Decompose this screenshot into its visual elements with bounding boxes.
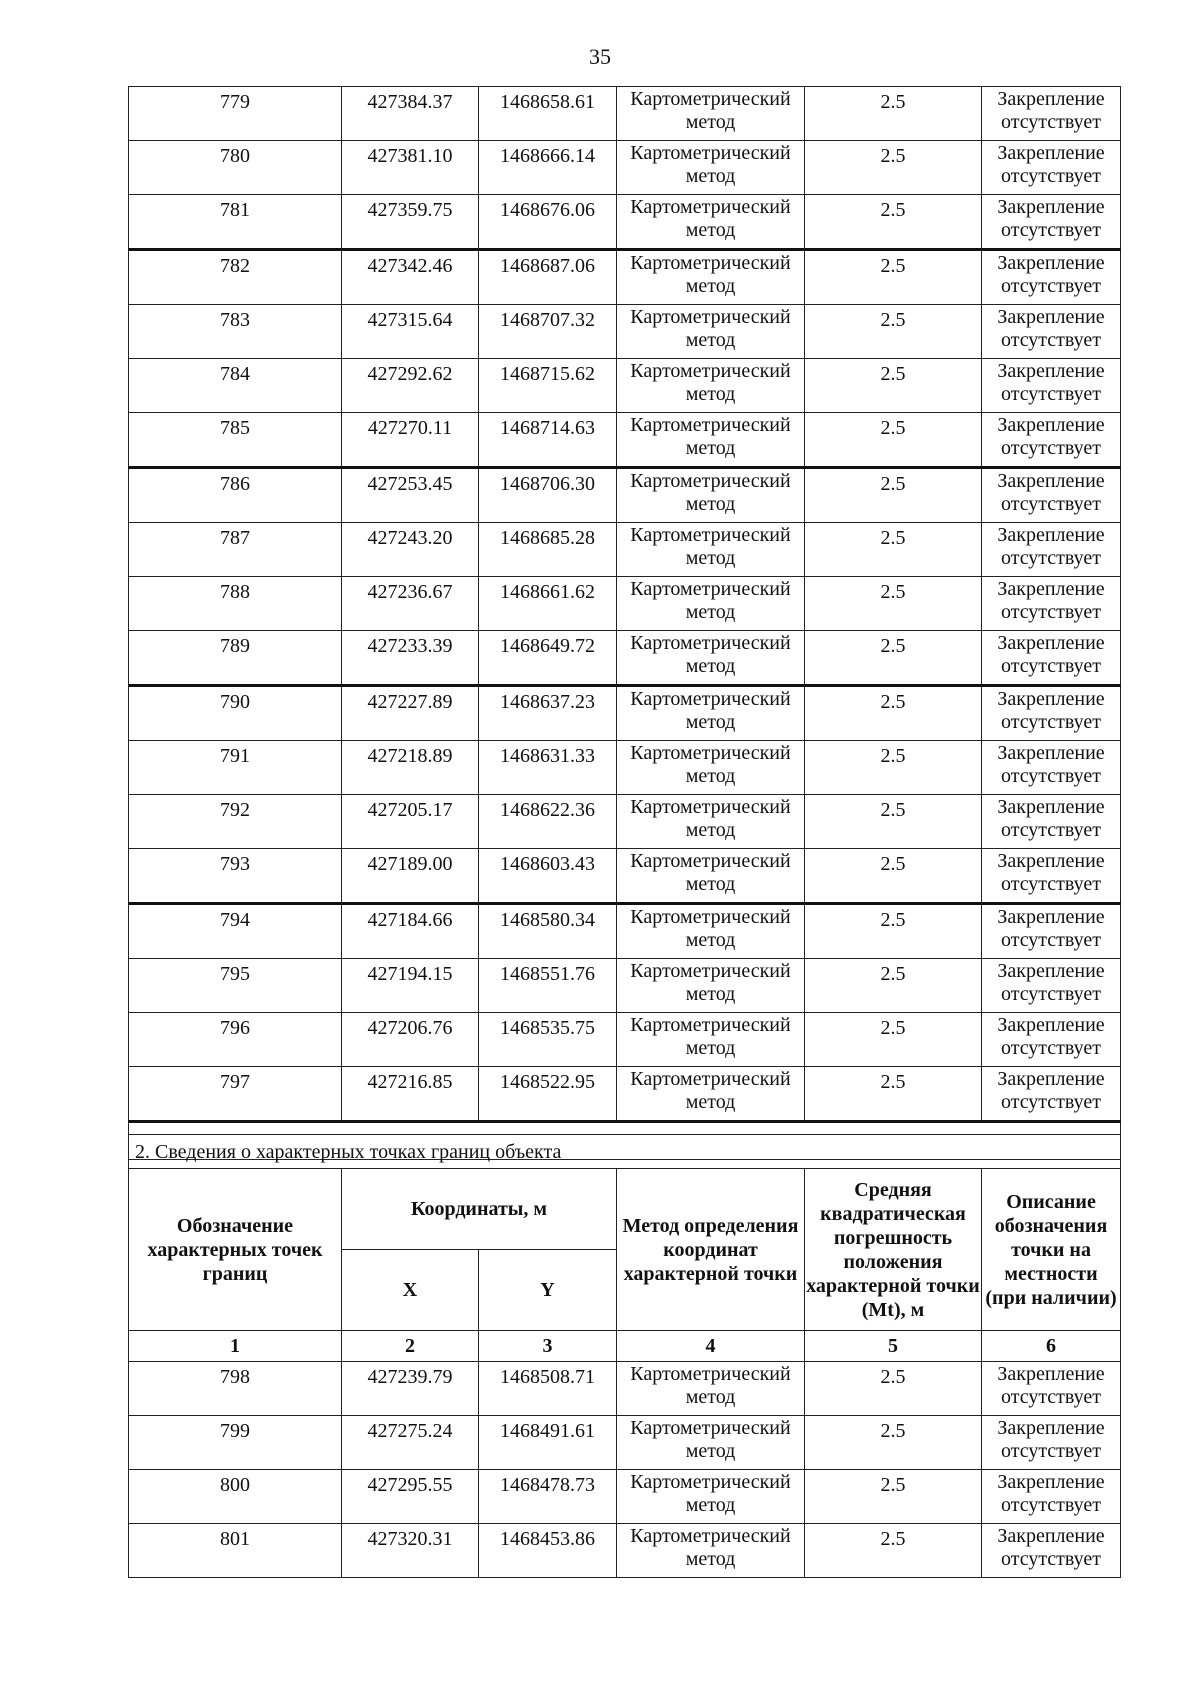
x-coordinate-cell: 427189.00 [342,849,479,904]
table-row [129,195,1121,250]
error-mt-cell: 2.5 [805,741,982,795]
table-row [129,1416,1121,1470]
point-id-cell: 795 [129,959,342,1013]
table-row [129,1067,1121,1122]
point-id-cell: 785 [129,413,342,468]
error-mt-cell: 2.5 [805,1013,982,1067]
method-cell: Картометрический метод [617,305,805,359]
table-row [129,1470,1121,1524]
description-cell: Закрепление отсутствует [982,141,1121,195]
point-id-cell: 797 [129,1067,342,1122]
method-cell: Картометрический метод [617,795,805,849]
header-point: Обозначение характерных точек границ [129,1169,342,1331]
error-mt-cell: 2.5 [805,904,982,959]
y-coordinate-cell: 1468491.61 [479,1416,617,1470]
description-cell: Закрепление отсутствует [982,1013,1121,1067]
point-id-cell: 796 [129,1013,342,1067]
col-number: 1 [129,1331,342,1362]
x-coordinate-cell: 427381.10 [342,141,479,195]
table-row [129,250,1121,305]
table-row [129,305,1121,359]
y-coordinate-cell: 1468707.32 [479,305,617,359]
table-row [129,849,1121,904]
method-cell: Картометрический метод [617,413,805,468]
table-row [129,795,1121,849]
description-cell: Закрепление отсутствует [982,904,1121,959]
table-row [129,1013,1121,1067]
error-mt-cell: 2.5 [805,250,982,305]
description-cell: Закрепление отсутствует [982,87,1121,141]
error-mt-cell: 2.5 [805,795,982,849]
x-coordinate-cell: 427292.62 [342,359,479,413]
point-id-cell: 781 [129,195,342,250]
y-coordinate-cell: 1468649.72 [479,631,617,686]
method-cell: Картометрический метод [617,1013,805,1067]
error-mt-cell: 2.5 [805,1067,982,1122]
x-coordinate-cell: 427295.55 [342,1470,479,1524]
point-id-cell: 799 [129,1416,342,1470]
point-id-cell: 786 [129,468,342,523]
table-row [129,523,1121,577]
col-number: 3 [479,1331,617,1362]
point-id-cell: 789 [129,631,342,686]
header-coords: Координаты, м [342,1169,617,1250]
method-cell: Картометрический метод [617,250,805,305]
point-id-cell: 791 [129,741,342,795]
y-coordinate-cell: 1468715.62 [479,359,617,413]
method-cell: Картометрический метод [617,904,805,959]
error-mt-cell: 2.5 [805,1362,982,1416]
x-coordinate-cell: 427194.15 [342,959,479,1013]
table-row [129,1362,1121,1416]
point-id-cell: 801 [129,1524,342,1578]
method-cell: Картометрический метод [617,195,805,250]
point-id-cell: 788 [129,577,342,631]
y-coordinate-cell: 1468685.28 [479,523,617,577]
error-mt-cell: 2.5 [805,631,982,686]
description-cell: Закрепление отсутствует [982,359,1121,413]
method-cell: Картометрический метод [617,1524,805,1578]
table-row [129,468,1121,523]
y-coordinate-cell: 1468706.30 [479,468,617,523]
x-coordinate-cell: 427205.17 [342,795,479,849]
point-id-cell: 782 [129,250,342,305]
error-mt-cell: 2.5 [805,468,982,523]
point-id-cell: 780 [129,141,342,195]
error-mt-cell: 2.5 [805,359,982,413]
y-coordinate-cell: 1468508.71 [479,1362,617,1416]
x-coordinate-cell: 427315.64 [342,305,479,359]
description-cell: Закрепление отсутствует [982,1067,1121,1122]
error-mt-cell: 2.5 [805,87,982,141]
y-coordinate-cell: 1468580.34 [479,904,617,959]
y-coordinate-cell: 1468637.23 [479,686,617,741]
x-coordinate-cell: 427236.67 [342,577,479,631]
x-coordinate-cell: 427342.46 [342,250,479,305]
method-cell: Картометрический метод [617,1067,805,1122]
table-row [129,359,1121,413]
description-cell: Закрепление отсутствует [982,250,1121,305]
error-mt-cell: 2.5 [805,1524,982,1578]
method-cell: Картометрический метод [617,577,805,631]
method-cell: Картометрический метод [617,468,805,523]
y-coordinate-cell: 1468603.43 [479,849,617,904]
method-cell: Картометрический метод [617,741,805,795]
x-coordinate-cell: 427384.37 [342,87,479,141]
header-desc: Описание обозначения точки на местности (при наличии) [982,1169,1121,1331]
point-id-cell: 790 [129,686,342,741]
table-row [129,141,1121,195]
column-numbers-row [129,1331,1121,1362]
x-coordinate-cell: 427184.66 [342,904,479,959]
col-number: 2 [342,1331,479,1362]
method-cell: Картометрический метод [617,359,805,413]
x-coordinate-cell: 427233.39 [342,631,479,686]
description-cell: Закрепление отсутствует [982,413,1121,468]
header-y: Y [479,1250,617,1331]
table-row [129,413,1121,468]
method-cell: Картометрический метод [617,849,805,904]
point-id-cell: 792 [129,795,342,849]
table-row [129,1524,1121,1578]
description-cell: Закрепление отсутствует [982,1470,1121,1524]
point-id-cell: 794 [129,904,342,959]
description-cell: Закрепление отсутствует [982,305,1121,359]
description-cell: Закрепление отсутствует [982,849,1121,904]
error-mt-cell: 2.5 [805,577,982,631]
header-x: X [342,1250,479,1331]
method-cell: Картометрический метод [617,1470,805,1524]
error-mt-cell: 2.5 [805,523,982,577]
x-coordinate-cell: 427216.85 [342,1067,479,1122]
y-coordinate-cell: 1468478.73 [479,1470,617,1524]
header-method: Метод определения координат характерной точки [617,1169,805,1331]
table-row [129,686,1121,741]
table-row [129,87,1121,141]
col-number: 4 [617,1331,805,1362]
y-coordinate-cell: 1468551.76 [479,959,617,1013]
description-cell: Закрепление отсутствует [982,959,1121,1013]
description-cell: Закрепление отсутствует [982,1362,1121,1416]
error-mt-cell: 2.5 [805,141,982,195]
y-coordinate-cell: 1468535.75 [479,1013,617,1067]
description-cell: Закрепление отсутствует [982,741,1121,795]
col-number: 5 [805,1331,982,1362]
y-coordinate-cell: 1468631.33 [479,741,617,795]
table-row [129,577,1121,631]
method-cell: Картометрический метод [617,87,805,141]
y-coordinate-cell: 1468676.06 [479,195,617,250]
error-mt-cell: 2.5 [805,686,982,741]
boundary-points-table [128,1134,1121,1578]
point-id-cell: 779 [129,87,342,141]
y-coordinate-cell: 1468661.62 [479,577,617,631]
table-row [129,959,1121,1013]
method-cell: Картометрический метод [617,686,805,741]
x-coordinate-cell: 427239.79 [342,1362,479,1416]
y-coordinate-cell: 1468666.14 [479,141,617,195]
page-number: 35 [589,44,611,69]
error-mt-cell: 2.5 [805,413,982,468]
x-coordinate-cell: 427270.11 [342,413,479,468]
y-coordinate-cell: 1468522.95 [479,1067,617,1122]
y-coordinate-cell: 1468714.63 [479,413,617,468]
coordinates-table-continued [128,86,1121,1160]
table-row [129,904,1121,959]
header-row [129,1169,1121,1250]
table-row [129,631,1121,686]
point-id-cell: 784 [129,359,342,413]
x-coordinate-cell: 427275.24 [342,1416,479,1470]
description-cell: Закрепление отсутствует [982,577,1121,631]
method-cell: Картометрический метод [617,141,805,195]
description-cell: Закрепление отсутствует [982,523,1121,577]
method-cell: Картометрический метод [617,631,805,686]
x-coordinate-cell: 427227.89 [342,686,479,741]
point-id-cell: 787 [129,523,342,577]
error-mt-cell: 2.5 [805,1470,982,1524]
description-cell: Закрепление отсутствует [982,1524,1121,1578]
description-cell: Закрепление отсутствует [982,195,1121,250]
y-coordinate-cell: 1468687.06 [479,250,617,305]
table-title-row [129,1135,1121,1169]
point-id-cell: 793 [129,849,342,904]
x-coordinate-cell: 427243.20 [342,523,479,577]
point-id-cell: 783 [129,305,342,359]
method-cell: Картометрический метод [617,1416,805,1470]
error-mt-cell: 2.5 [805,959,982,1013]
header-mt: Средняя квадратическая погрешность положения характерной точки (Mt), м [805,1169,982,1331]
y-coordinate-cell: 1468453.86 [479,1524,617,1578]
error-mt-cell: 2.5 [805,195,982,250]
description-cell: Закрепление отсутствует [982,686,1121,741]
method-cell: Картометрический метод [617,1362,805,1416]
description-cell: Закрепление отсутствует [982,631,1121,686]
x-coordinate-cell: 427359.75 [342,195,479,250]
point-id-cell: 798 [129,1362,342,1416]
method-cell: Картометрический метод [617,959,805,1013]
error-mt-cell: 2.5 [805,849,982,904]
point-id-cell: 800 [129,1470,342,1524]
table-title: 2. Сведения о характерных точках границ объекта [129,1135,1121,1169]
x-coordinate-cell: 427218.89 [342,741,479,795]
error-mt-cell: 2.5 [805,305,982,359]
y-coordinate-cell: 1468622.36 [479,795,617,849]
table-row [129,741,1121,795]
description-cell: Закрепление отсутствует [982,1416,1121,1470]
col-number: 6 [982,1331,1121,1362]
description-cell: Закрепление отсутствует [982,468,1121,523]
x-coordinate-cell: 427253.45 [342,468,479,523]
method-cell: Картометрический метод [617,523,805,577]
y-coordinate-cell: 1468658.61 [479,87,617,141]
x-coordinate-cell: 427320.31 [342,1524,479,1578]
description-cell: Закрепление отсутствует [982,795,1121,849]
x-coordinate-cell: 427206.76 [342,1013,479,1067]
error-mt-cell: 2.5 [805,1416,982,1470]
